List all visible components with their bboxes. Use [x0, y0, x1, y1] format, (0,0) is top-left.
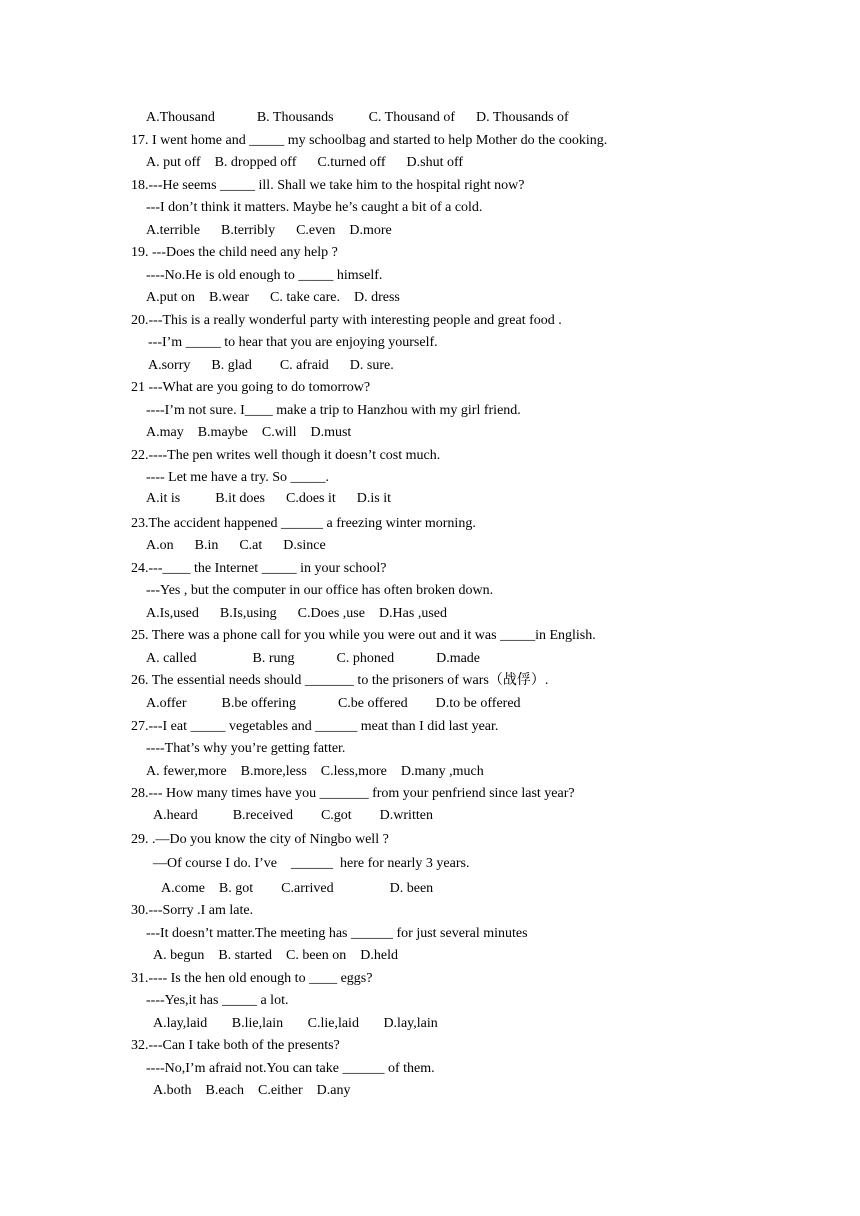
- question-22: 22.----The pen writes well though it doesn’t cost much.: [131, 448, 441, 463]
- question-27: 27.---I eat _____ vegetables and ______ meat than I did last year.: [131, 719, 499, 734]
- dialogue-line-27: ----That’s why you’re getting fatter.: [146, 741, 346, 756]
- options-line-18: A.terrible B.terribly C.even D.more: [146, 223, 392, 238]
- options-line-23: A.on B.in C.at D.since: [146, 538, 326, 553]
- options-line-32: A.both B.each C.either D.any: [153, 1083, 351, 1098]
- options-line-29: A.come B. got C.arrived D. been: [161, 881, 434, 896]
- dialogue-line-20: ---I’m _____ to hear that you are enjoying yourself.: [148, 335, 438, 350]
- dialogue-line-29: —Of course I do. I’ve ______ here for nearly 3 years.: [153, 856, 470, 871]
- question-29: 29. .—Do you know the city of Ningbo well ?: [131, 832, 389, 847]
- question-19: 19. ---Does the child need any help ?: [131, 245, 338, 260]
- question-24: 24.---____ the Internet _____ in your school?: [131, 561, 387, 576]
- dialogue-line-24: ---Yes , but the computer in our office has often broken down.: [146, 583, 494, 598]
- question-17: 17. I went home and _____ my schoolbag and started to help Mother do the cooking.: [131, 133, 608, 148]
- question-21: 21 ---What are you going to do tomorrow?: [131, 380, 371, 395]
- dialogue-line-30: ---It doesn’t matter.The meeting has ______ for just several minutes: [146, 926, 528, 941]
- options-line-16: A.Thousand B. Thousands C. Thousand of D. Thousands of: [146, 110, 569, 125]
- options-line-24: A.Is,used B.Is,using C.Does ,use D.Has ,used: [146, 606, 447, 621]
- question-18: 18.---He seems _____ ill. Shall we take him to the hospital right now?: [131, 178, 525, 193]
- options-line-30: A. begun B. started C. been on D.held: [153, 948, 398, 963]
- options-line-28: A.heard B.received C.got D.written: [153, 808, 433, 823]
- options-line-17: A. put off B. dropped off C.turned off D.shut off: [146, 155, 464, 170]
- dialogue-line-31: ----Yes,it has _____ a lot.: [146, 993, 289, 1008]
- options-line-27: A. fewer,more B.more,less C.less,more D.many ,much: [146, 764, 484, 779]
- dialogue-line-21: ----I’m not sure. I____ make a trip to Hanzhou with my girl friend.: [146, 403, 521, 418]
- options-line-22: A.it is B.it does C.does it D.is it: [146, 491, 392, 506]
- options-line-19: A.put on B.wear C. take care. D. dress: [146, 290, 400, 305]
- options-line-20: A.sorry B. glad C. afraid D. sure.: [148, 358, 394, 373]
- question-28: 28.--- How many times have you _______ from your penfriend since last year?: [131, 786, 575, 801]
- question-25: 25. There was a phone call for you while you were out and it was _____in English.: [131, 628, 596, 643]
- dialogue-line-19: ----No.He is old enough to _____ himself.: [146, 268, 383, 283]
- dialogue-line-18: ---I don’t think it matters. Maybe he’s caught a bit of a cold.: [146, 200, 483, 215]
- question-31: 31.---- Is the hen old enough to ____ eggs?: [131, 971, 373, 986]
- options-line-26: A.offer B.be offering C.be offered D.to be offered: [146, 696, 521, 711]
- question-32: 32.---Can I take both of the presents?: [131, 1038, 340, 1053]
- question-23: 23.The accident happened ______ a freezing winter morning.: [131, 516, 476, 531]
- options-line-21: A.may B.maybe C.will D.must: [146, 425, 352, 440]
- options-line-31: A.lay,laid B.lie,lain C.lie,laid D.lay,lain: [153, 1016, 438, 1031]
- question-20: 20.---This is a really wonderful party with interesting people and great food .: [131, 313, 562, 328]
- dialogue-line-22: ---- Let me have a try. So _____.: [146, 470, 329, 485]
- options-line-25: A. called B. rung C. phoned D.made: [146, 651, 481, 666]
- dialogue-line-32: ----No,I’m afraid not.You can take ______ of them.: [146, 1061, 435, 1076]
- question-30: 30.---Sorry .I am late.: [131, 903, 254, 918]
- question-26: 26. The essential needs should _______ to the prisoners of wars（战俘）.: [131, 673, 549, 688]
